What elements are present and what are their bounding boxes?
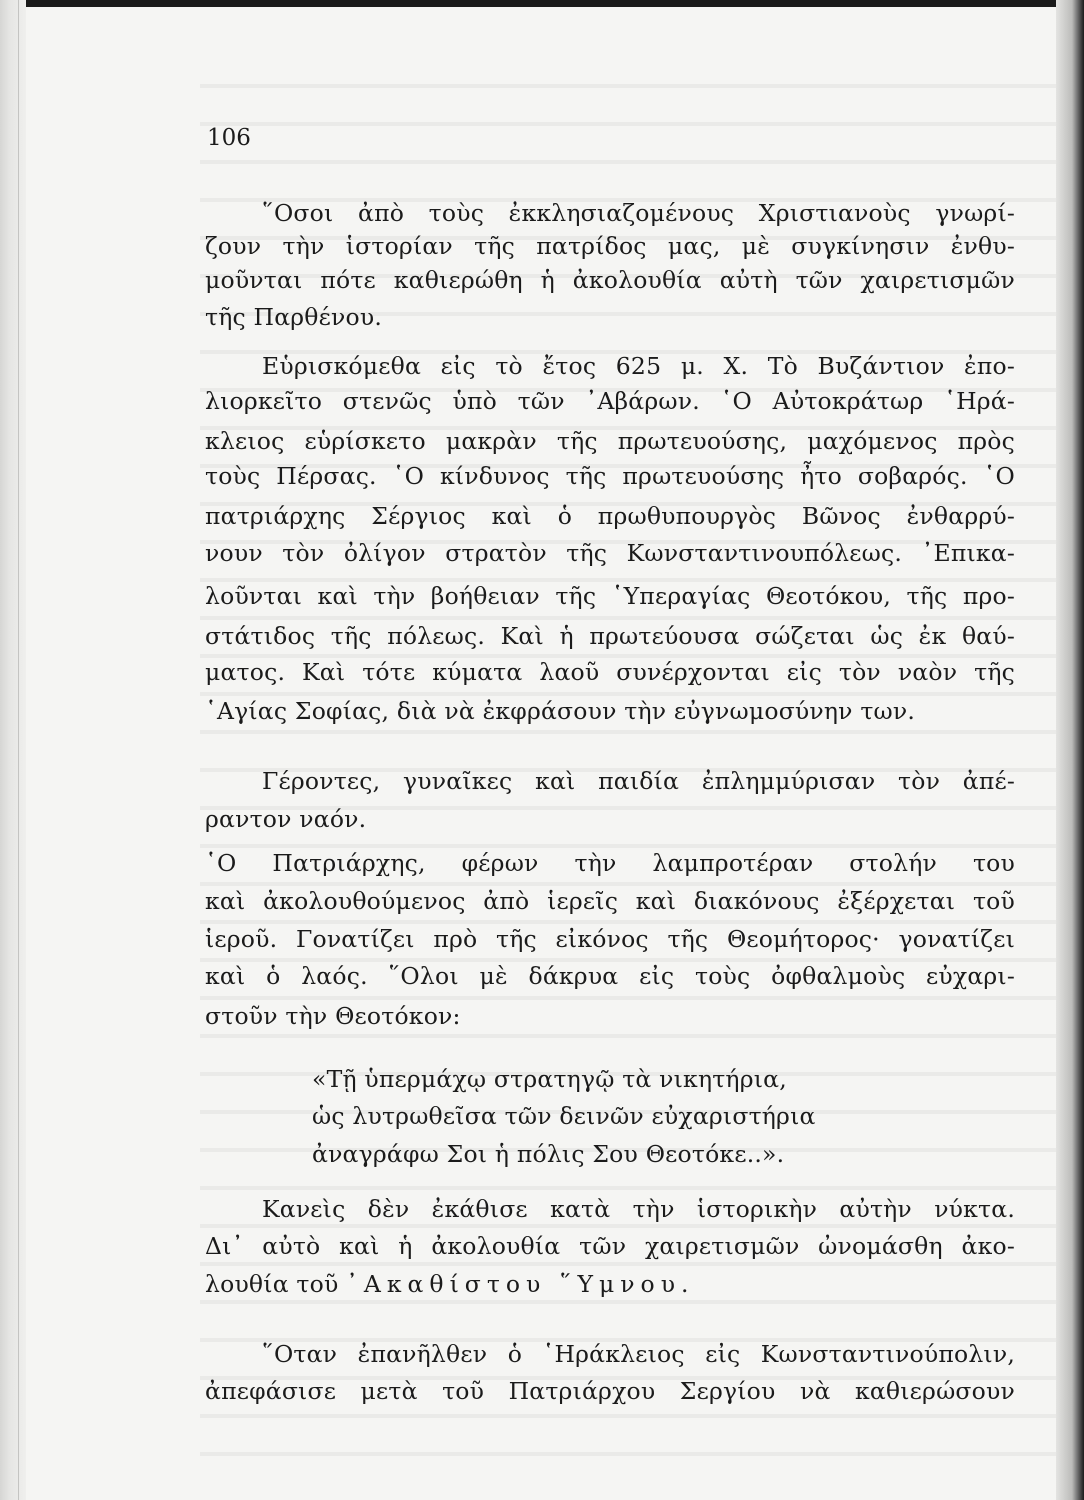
text-line: πατριάρχης Σέργιος καὶ ὁ πρωθυπουργὸς Βῶνος ἐνθαρρύ- xyxy=(205,502,1015,530)
text-line: στοῦν τὴν Θεοτόκον: xyxy=(205,1002,461,1030)
text-line: λοῦνται καὶ τὴν βοήθειαν τῆς ῾Υπεραγίας Θεοτόκου, τῆς προ- xyxy=(205,582,1015,610)
text-line-start: λουθία τοῦ xyxy=(205,1270,347,1298)
verse-line: «Τῇ ὑπερμάχῳ στρατηγῷ τὰ νικητήρια, xyxy=(312,1065,787,1093)
text-line: ῾Ο Πατριάρχης, φέρων τὴν λαμπροτέραν στολήν του xyxy=(205,849,1015,877)
text-line: ἱεροῦ. Γονατίζει πρὸ τῆς εἰκόνος τῆς Θεομήτορος· γονατίζει xyxy=(205,925,1015,953)
text-line: κλειος εὑρίσκετο μακρὰν τῆς πρωτευούσης, μαχόμενος πρὸς xyxy=(205,427,1015,455)
text-line: ῞Οσοι ἀπὸ τοὺς ἐκκλησιαζομένους Χριστιανοὺς γνωρί- xyxy=(262,199,1015,227)
text-line-spaced xyxy=(205,1268,689,1300)
text-line: ἀπεφάσισε μετὰ τοῦ Πατριάρχου Σεργίου νὰ καθιερώσουν xyxy=(205,1377,1015,1405)
text-line: ῾Αγίας Σοφίας, διὰ νὰ ἐκφράσουν τὴν εὐγνωμοσύνην των. xyxy=(205,697,916,725)
text-line: Κανεὶς δὲν ἐκάθισε κατὰ τὴν ἱστορικὴν αὐτὴν νύκτα. xyxy=(262,1195,1015,1223)
text-line: Εὑρισκόμεθα εἰς τὸ ἔτος 625 μ. Χ. Τὸ Βυζάντιον ἐπο- xyxy=(262,352,1015,380)
text-line: τῆς Παρθένου. xyxy=(205,303,383,331)
text-line: ραντον ναόν. xyxy=(205,805,367,833)
text-line: Γέροντες, γυναῖκες καὶ παιδία ἐπλημμύρισαν τὸν ἀπέ- xyxy=(262,767,1015,795)
text-line: στάτιδος τῆς πόλεως. Καὶ ἡ πρωτεύουσα σώζεται ὡς ἐκ θαύ- xyxy=(205,622,1015,650)
text-line: μοῦνται πότε καθιερώθη ἡ ἀκολουθία αὐτὴ τῶν χαιρετισμῶν xyxy=(205,266,1015,294)
verse-line: ὡς λυτρωθεῖσα τῶν δεινῶν εὐχαριστήρια xyxy=(312,1102,816,1130)
page-number: 106 xyxy=(207,125,251,151)
text-line: νουν τὸν ὀλίγον στρατὸν τῆς Κωνσταντινουπόλεως. ᾿Επικα- xyxy=(205,539,1015,567)
text-line: καὶ ὁ λαός. ῞Ολοι μὲ δάκρυα εἰς τοὺς ὀφθαλμοὺς εὐχαρι- xyxy=(205,962,1015,990)
text-line: καὶ ἀκολουθούμενος ἀπὸ ἱερεῖς καὶ διακόνους ἐξέρχεται τοῦ xyxy=(205,887,1015,915)
text-line: Δι᾿ αὐτὸ καὶ ἡ ἀκολουθία τῶν χαιρετισμῶν ὠνομάσθη ἀκο- xyxy=(205,1232,1015,1260)
text-line-end: . xyxy=(680,1270,689,1298)
spaced-emphasis: ᾿Ακαθίστου ῞Υμνου xyxy=(346,1270,681,1298)
text-line: ζουν τὴν ἱστορίαν τῆς πατρίδος μας, μὲ συγκίνησιν ἐνθυ- xyxy=(205,232,1015,260)
text-line: ῞Οταν ἐπανῆλθεν ὁ ῾Ηράκλειος εἰς Κωνσταντινούπολιν, xyxy=(262,1340,1015,1368)
text-line: λιορκεῖτο στενῶς ὑπὸ τῶν ᾿Αβάρων. ῾Ο Αὐτοκράτωρ ῾Ηρά- xyxy=(205,387,1015,415)
verse-line: ἀναγράφω Σοι ἡ πόλις Σου Θεοτόκε..». xyxy=(312,1140,785,1168)
text-line: ματος. Καὶ τότε κύματα λαοῦ συνέρχονται εἰς τὸν ναὸν τῆς xyxy=(205,658,1015,686)
text-line: τοὺς Πέρσας. ῾Ο κίνδυνος τῆς πρωτευούσης ἦτο σοβαρός. ῾Ο xyxy=(205,462,1015,490)
